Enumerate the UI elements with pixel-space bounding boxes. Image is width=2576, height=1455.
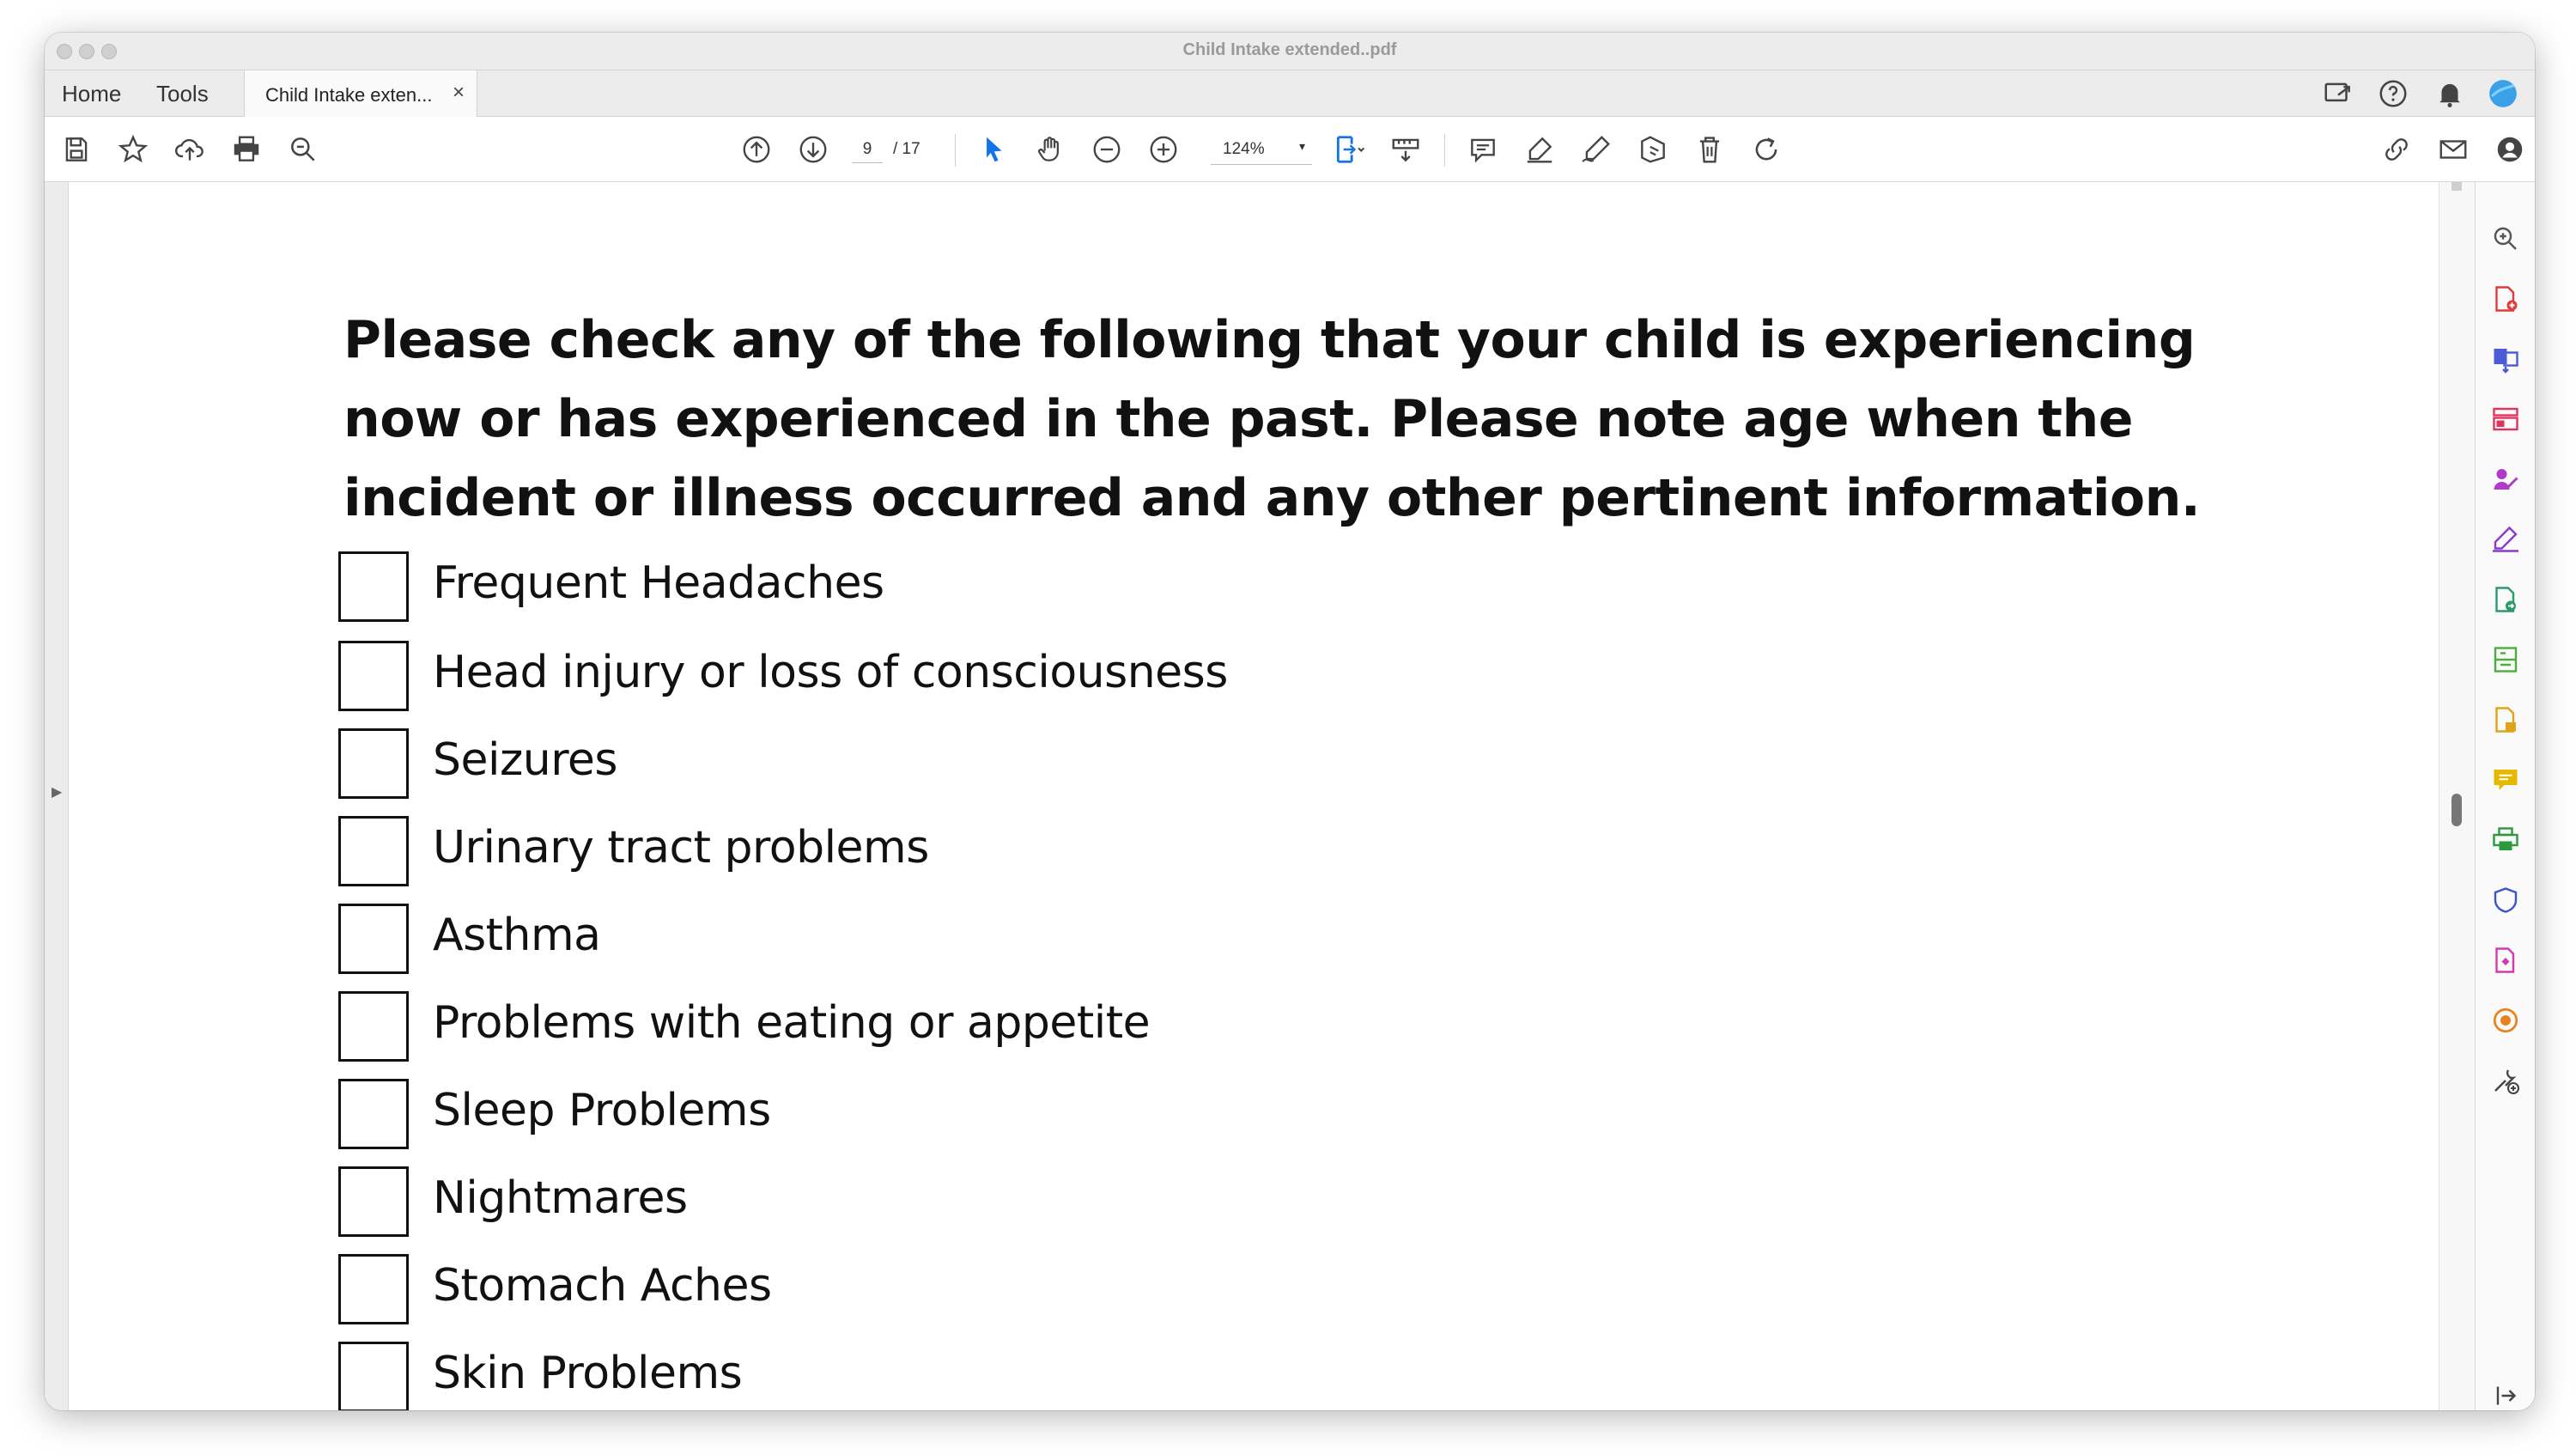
star-icon[interactable] bbox=[117, 133, 149, 166]
avatar[interactable] bbox=[2487, 77, 2519, 110]
checkbox[interactable] bbox=[338, 1254, 409, 1324]
page-number-input[interactable] bbox=[852, 136, 883, 163]
print-icon[interactable] bbox=[230, 133, 263, 166]
sign-icon[interactable] bbox=[1580, 133, 1613, 166]
checkbox-label: Frequent Headaches bbox=[433, 557, 884, 609]
stamp-icon[interactable] bbox=[1637, 133, 1669, 166]
checkbox[interactable] bbox=[338, 816, 409, 886]
zoom-level-value: 124% bbox=[1223, 140, 1265, 158]
checkbox-label: Sleep Problems bbox=[433, 1085, 771, 1136]
print-production-icon[interactable] bbox=[2490, 825, 2521, 855]
tab-document[interactable] bbox=[244, 70, 477, 117]
checkbox[interactable] bbox=[338, 1079, 409, 1149]
checklist-item bbox=[338, 904, 1884, 974]
shield-icon[interactable] bbox=[2490, 885, 2521, 916]
chevron-down-icon: ▾ bbox=[1298, 139, 1305, 153]
create-pdf-icon[interactable] bbox=[2490, 283, 2521, 314]
cloud-documents-icon[interactable] bbox=[2322, 77, 2354, 110]
edit-pdf-icon[interactable] bbox=[2490, 945, 2521, 976]
zoom-in-icon[interactable] bbox=[1147, 133, 1180, 166]
badge-icon[interactable] bbox=[2490, 1005, 2521, 1036]
title-bar bbox=[45, 33, 2535, 70]
page-down-icon[interactable] bbox=[797, 133, 829, 166]
pdf-page bbox=[69, 182, 2439, 1410]
checkbox-label: Stomach Aches bbox=[433, 1260, 772, 1312]
checkbox-label: Urinary tract problems bbox=[433, 822, 929, 874]
checkbox-label: Seizures bbox=[433, 734, 618, 786]
organize-pages-icon[interactable] bbox=[2490, 404, 2521, 435]
tab-bar bbox=[45, 70, 2535, 117]
checklist-item bbox=[338, 991, 1884, 1062]
close-tab-icon[interactable]: × bbox=[453, 81, 465, 104]
checkbox-label: Problems with eating or appetite bbox=[433, 997, 1151, 1049]
checklist-item bbox=[338, 816, 1884, 886]
window-title: Child Intake extended..pdf bbox=[1182, 40, 1397, 59]
checkbox-label: Asthma bbox=[433, 910, 601, 961]
email-icon[interactable] bbox=[2437, 133, 2470, 166]
form-instructions: Please check any of the following that your child is experiencing now or has experienced in the past. Please note age when the incident or illness occurred and any other pertinent information. bbox=[343, 310, 2201, 528]
toolbar-divider bbox=[1444, 134, 1445, 167]
scan-ocr-icon[interactable] bbox=[2490, 644, 2521, 675]
checkbox[interactable] bbox=[338, 641, 409, 711]
rotate-icon[interactable] bbox=[1750, 133, 1783, 166]
comment-panel-icon[interactable] bbox=[2490, 764, 2521, 795]
checkbox-label: Skin Problems bbox=[433, 1348, 743, 1399]
document-viewport[interactable] bbox=[69, 182, 2475, 1410]
request-signatures-icon[interactable] bbox=[2490, 464, 2521, 495]
tab-home[interactable]: Home bbox=[62, 81, 122, 107]
vertical-scrollbar[interactable] bbox=[2439, 182, 2475, 1410]
scrollbar-thumb[interactable] bbox=[2451, 794, 2462, 826]
checklist-item bbox=[338, 551, 1884, 622]
checkbox[interactable] bbox=[338, 1166, 409, 1237]
page-up-icon[interactable] bbox=[740, 133, 773, 166]
hand-icon[interactable] bbox=[1034, 133, 1066, 166]
checkbox[interactable] bbox=[338, 904, 409, 974]
scroll-up-arrow[interactable] bbox=[2451, 182, 2462, 191]
document-tab-label: Child Intake exten... bbox=[265, 84, 433, 106]
share-link-icon[interactable] bbox=[2380, 133, 2413, 166]
save-icon[interactable] bbox=[60, 133, 93, 166]
notifications-bell-icon[interactable] bbox=[2433, 77, 2466, 110]
page-total-label: / 17 bbox=[893, 140, 920, 158]
checkbox-label: Head injury or loss of consciousness bbox=[433, 647, 1228, 698]
checkbox[interactable] bbox=[338, 728, 409, 799]
cloud-upload-icon[interactable] bbox=[173, 133, 206, 166]
checklist-item bbox=[338, 641, 1884, 711]
toolbar-divider bbox=[955, 134, 956, 167]
account-icon[interactable] bbox=[2494, 133, 2526, 166]
checkbox[interactable] bbox=[338, 1342, 409, 1410]
comment-icon[interactable] bbox=[1467, 133, 1499, 166]
tab-tools[interactable]: Tools bbox=[156, 81, 209, 107]
select-arrow-icon[interactable] bbox=[977, 133, 1010, 166]
zoom-search-icon[interactable] bbox=[287, 133, 319, 166]
app-window bbox=[45, 33, 2535, 1410]
fill-sign-icon[interactable] bbox=[2490, 524, 2521, 555]
left-panel-gutter bbox=[45, 182, 69, 1410]
fit-page-icon[interactable] bbox=[1333, 133, 1365, 166]
protect-icon[interactable] bbox=[2490, 704, 2521, 735]
zoom-out-icon[interactable] bbox=[1091, 133, 1123, 166]
help-icon[interactable] bbox=[2377, 77, 2409, 110]
send-for-review-icon[interactable] bbox=[2490, 584, 2521, 615]
checklist-item bbox=[338, 1079, 1884, 1149]
highlight-icon[interactable] bbox=[1523, 133, 1556, 166]
checklist-item bbox=[338, 1254, 1884, 1324]
checkbox[interactable] bbox=[338, 991, 409, 1062]
scroll-mode-icon[interactable] bbox=[1389, 133, 1422, 166]
tools-pane bbox=[2475, 182, 2535, 1410]
expand-left-panel-icon[interactable]: ▶ bbox=[52, 785, 63, 800]
checklist-item bbox=[338, 1166, 1884, 1237]
checkbox-label: Nightmares bbox=[433, 1172, 688, 1224]
main-toolbar bbox=[45, 117, 2535, 182]
checklist-item bbox=[338, 728, 1884, 799]
delete-icon[interactable] bbox=[1693, 133, 1726, 166]
search-zoom-icon[interactable] bbox=[2490, 223, 2521, 254]
checklist-item bbox=[338, 1342, 1884, 1410]
export-pdf-icon[interactable] bbox=[2490, 344, 2521, 374]
collapse-tools-pane-icon[interactable] bbox=[2490, 1383, 2521, 1409]
checkbox[interactable] bbox=[338, 551, 409, 622]
zoom-level-dropdown[interactable] bbox=[1211, 134, 1312, 165]
more-tools-icon[interactable] bbox=[2490, 1065, 2521, 1096]
